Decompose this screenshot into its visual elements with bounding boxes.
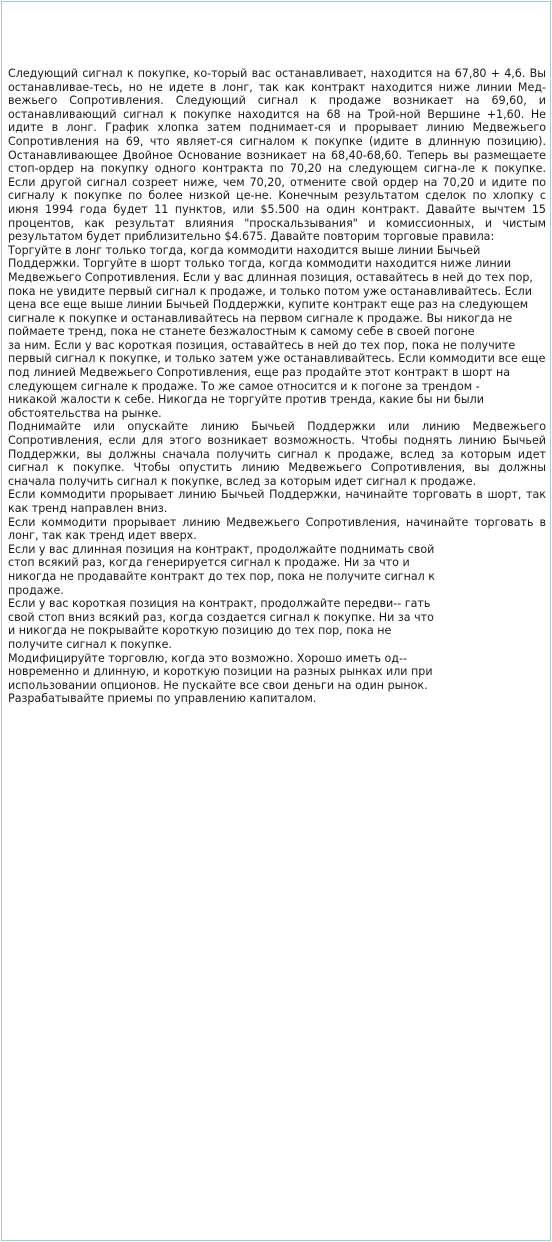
paragraph-no-pity: никакой жалости к себе. Никогда не торгуйте против тренда, какие бы ни были обстоятельства на рынке.	[8, 393, 484, 420]
page-frame	[1, 1, 551, 1241]
paragraph-break-support: Если коммодити прорывает линию Бычьей Поддержки, начинайте торговать в шорт, так как тренд направлен вниз.	[8, 488, 546, 515]
document-body	[8, 67, 546, 706]
paragraph-trading-rules-long: Торгуйте в лонг только тогда, когда коммодити находится выше линии Бычьей Поддержки. Торгуйте в шорт только тогда, когда коммодити находится ниже линии Медвежьего Сопротивления. Если у вас длинная позиция, оставайтесь в ней до тех пор, пока не увидите первый сигнал к продаже, и только потом уже останавливайтесь. Если цена все еще выше линии Бычьей Поддержки, купите контракт еще раз на следующем сигнале к покупке и останавливайтесь на первом сигнале к продаже. Вы никогда не поймаете тренд, пока не станете безжалостным к самому себе в своей погоне	[8, 243, 533, 339]
paragraph-diversify: Модифицируйте торговлю, когда это возможно. Хорошо иметь од-- новременно и длинную, и короткую позиции на разных рынках или при использовании опционов. Не пускайте все свои деньги на один рынок. Разрабатывайте приемы по управлению капиталом.	[8, 651, 433, 706]
paragraph-cotton-example: Следующий сигнал к покупке, ко-торый вас останавливает, находится на 67,80 + 4,6. Вы останавливае-тесь, но не идете в лонг, так как контракт находится ниже линии Мед-вежьего Сопротивления. Следующий сигнал к продаже возникает на 69,60, и останавливающий сигнал к покупке находится на 68 на Трой-ной Вершине +1,60. Не идите в лонг. График хлопка затем поднимает-ся и прорывает линию Медвежьего Сопротивления на 69, что являет-ся сигналом к покупке (идите в длинную позицию). Останавливающее Двойное Основание возникает на 68,40-68,60. Теперь вы размещаете стоп-ордер на покупку одного контракта по 70,20 на следующем сигна-ле к покупке. Если другой сигнал созреет ниже, чем 70,20, отмените свой ордер на 70,20 и идите по сигналу к покупке по более низкой це-не. Конечным результатом сделок по хлопку с июня 1994 года будет 11 пунктов, или $5.500 на один контракт. Давайте вычтем 15 процентов, как результат влияния "проскальзывания" и комиссионных, и чистым результатом будет приблизительно $4.675. Давайте повторим торговые правила:	[8, 67, 546, 244]
paragraph-short-stop: Если у вас короткая позиция на контракт, продолжайте передви-- гать свой стоп вниз всякий раз, когда создается сигнал к покупке. Ни за что и никогда не покрывайте короткую позицию до тех пор, пока не получите сигнал к покупке.	[8, 597, 434, 651]
paragraph-trading-rules-short: за ним. Если у вас короткая позиция, оставайтесь в ней до тех пор, пока не получите первый сигнал к покупке, и только затем уже останавливайтесь. Если коммодити все еще под линией Медвежьего Сопротивления, еще раз продайте этот контракт в шорт на следующем сигнале к продаже. То же самое относится и к погоне за трендом -	[8, 338, 546, 393]
paragraph-break-resistance: Если коммодити прорывает линию Медвежьего Сопротивления, начинайте торговать в лонг, так как тренд идет вверх.	[8, 515, 546, 543]
paragraph-long-stop: Если у вас длинная позиция на контракт, продолжайте поднимать свой стоп всякий раз, когда генерируется сигнал к продаже. Ни за что и никогда не продавайте контракт до тех пор, пока не получите сигнал к продаже.	[8, 542, 435, 597]
paragraph-raise-lower-lines: Поднимайте или опускайте линию Бычьей Поддержки или линию Медвежьего Сопротивления, если для этого возникает возможность. Чтобы поднять линию Бычьей Поддержки, вы должны сначала получить сигнал к продаже, вслед за которым идет сигнал к покупке. Чтобы опустить линию Медвежьего Сопротивления, вы должны сначала получить сигнал к покупке, вслед за которым идет сигнал к продаже.	[8, 420, 546, 488]
